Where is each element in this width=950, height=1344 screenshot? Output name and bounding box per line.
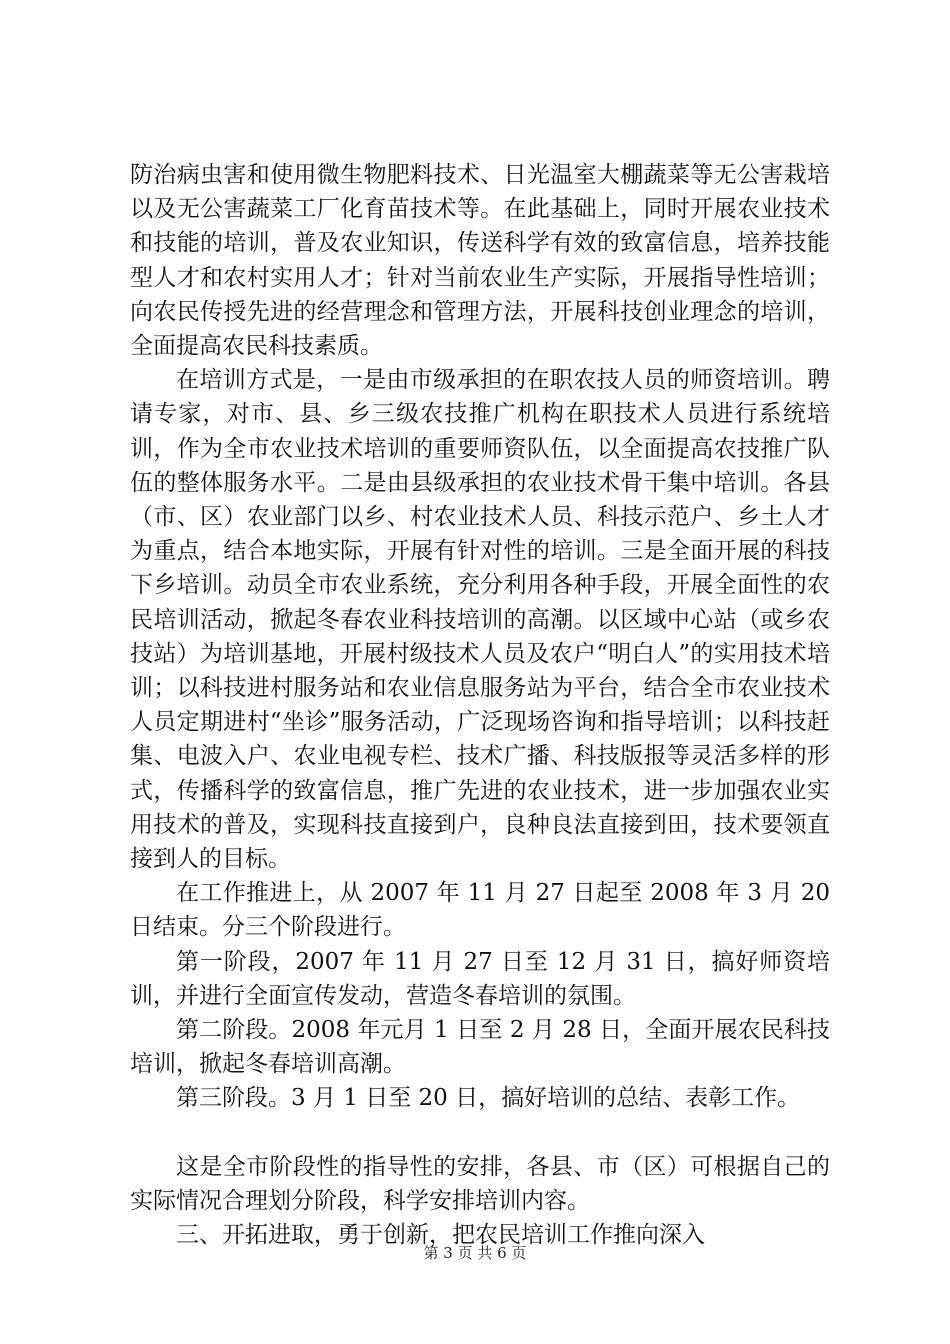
section-heading: 三、开拓进取，勇于创新，把农民培训工作推向深入 bbox=[176, 1222, 705, 1249]
paragraph-7: 这是全市阶段性的指导性的安排，各县、市（区）可根据自己的实际情况合理划分阶段，科学安排培训内容。 bbox=[130, 1153, 830, 1214]
paragraph-2: 在培训方式是，一是由市级承担的在职农技人员的师资培训。聘请专家，对市、县、乡三级农技推广机构在职技术人员进行系统培训，作为全市农业技术培训的重要师资队伍，以全面提高农技推广队伍的整体服务水平。二是由县级承担的农业技术骨干集中培训。各县（市、区）农业部门以乡、村农业技术人员、科技示范户、乡土人才为重点，结合本地实际，开展有针对性的培训。三是全面开展的科技下乡培训。动员全市农业系统，充分利用各种手段，开展全面性的农民培训活动，掀起冬春农业科技培训的高潮。以区域中心站（或乡农技站）为培训基地，开展村级技术人员及农户“明白人”的实用技术培训；以科技进村服务站和农业信息服务站为平台，结合全市农业技术人员定期进村“坐诊”服务活动，广泛现场咨询和指导培训；以科技赶集、电波入户、农业电视专栏、技术广播、科技版报等灵活多样的形式，传播科学的致富信息，推广先进的农业技术，进一步加强农业实用技术的普及，实现科技直接到户，良种良法直接到田，技术要领直接到人的目标。 bbox=[130, 367, 830, 873]
paragraph-5: 第二阶段。2008 年元月 1 日至 2 月 28 日，全面开展农民科技培训，掀起冬春培训高潮。 bbox=[130, 1017, 830, 1078]
document-body bbox=[130, 158, 830, 1252]
paragraph-1: 防治病虫害和使用微生物肥料技术、日光温室大棚蔬菜等无公害栽培以及无公害蔬菜工厂化育苗技术等。在此基础上，同时开展农业技术和技能的培训，普及农业知识，传送科学有效的致富信息，培养技能型人才和农村实用人才；针对当前农业生产实际，开展指导性培训；向农民传授先进的经营理念和管理方法，开展科技创业理念的培训，全面提高农民科技素质。 bbox=[130, 162, 830, 360]
page-number-footer: 第 3 页 共 6 页 bbox=[423, 1244, 527, 1262]
paragraph-3: 在工作推进上，从 2007 年 11 月 27 日起至 2008 年 3 月 20 日结束。分三个阶段进行。 bbox=[130, 880, 830, 941]
paragraph-6: 第三阶段。3 月 1 日至 20 日，搞好培训的总结、表彰工作。 bbox=[176, 1085, 801, 1112]
paragraph-4: 第一阶段，2007 年 11 月 27 日至 12 月 31 日，搞好师资培训，并进行全面宣传发动，营造冬春培训的氛围。 bbox=[130, 948, 830, 1009]
paragraph-gap bbox=[130, 1116, 830, 1150]
